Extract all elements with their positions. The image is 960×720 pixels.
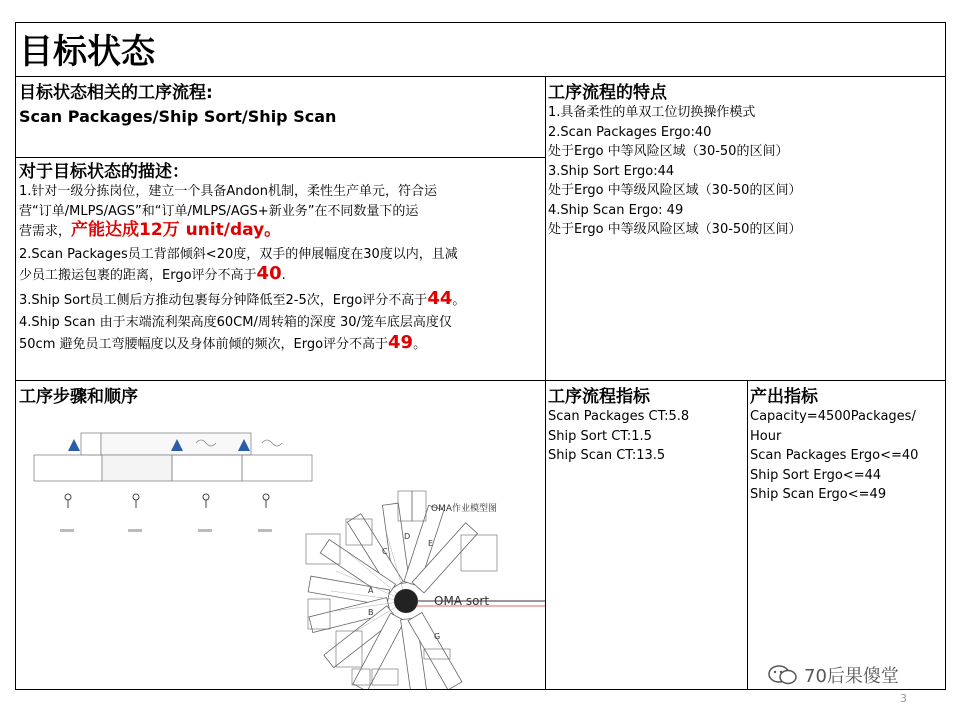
description-cell xyxy=(15,157,546,381)
metrics-cell xyxy=(545,380,748,690)
description-item-3: 3.Ship Sort员工侧后方推动包裹每分钟降低至2-5次，Ergo评分不高于44。 xyxy=(19,287,466,309)
page-title: 目标状态 xyxy=(19,32,155,72)
output-list: Capacity=4500Packages/ Hour Scan Packages Ergo<=40 Ship Sort Ergo<=44 Ship Scan Ergo<=49 xyxy=(750,409,919,502)
page-number: 3 xyxy=(900,692,907,705)
features-list: 1.具备柔性的单双工位切换操作模式 2.Scan Packages Ergo:40 处于Ergo 中等风险区域（30-50的区间） 3.Ship Sort Ergo:44 处于Ergo 中等级风险区域（30-50的区间） 4.Ship Scan Ergo: 49 处于Ergo 中等级风险区域（30-50的区间） xyxy=(548,105,802,237)
worker-icons xyxy=(65,494,269,508)
watermark xyxy=(768,662,899,688)
zone-label-e: E xyxy=(428,539,434,548)
zone-label-d: D xyxy=(404,532,411,541)
warning-icon xyxy=(68,439,80,451)
metrics-heading: 工序流程指标 xyxy=(548,387,650,407)
oma-layout xyxy=(308,503,545,689)
description-item-1: 1.针对一级分拣岗位，建立一个具备Andon机制，柔性生产单元，符合运 营“订单/MLPS/AGS”和“订单/MLPS/AGS+新业务”在不同数量下的运 营需求，产能达成12万 unit/day。 xyxy=(19,184,437,240)
steps-cell xyxy=(15,380,546,690)
process-flow-heading: 目标状态相关的工序流程: xyxy=(19,83,213,103)
oma-center xyxy=(394,589,418,613)
worker-icon xyxy=(133,494,139,500)
watermark-text: 70后果傻堂 xyxy=(804,666,899,687)
ergo-score-49: 49 xyxy=(388,331,414,353)
process-flow-cell xyxy=(15,76,546,158)
features-cell xyxy=(545,76,946,381)
process-flow-subtitle: Scan Packages/Ship Sort/Ship Scan xyxy=(19,107,337,126)
station-strip xyxy=(34,433,312,481)
description-heading: 对于目标状态的描述： xyxy=(19,162,189,182)
oma-diagram-title: OMA作业模型图 xyxy=(431,504,498,514)
output-cell xyxy=(747,380,946,690)
worker-icon xyxy=(203,494,209,500)
oma-sort-label: OMA sort xyxy=(434,594,490,608)
zone-label-a: A xyxy=(368,586,374,595)
features-heading: 工序流程的特点 xyxy=(548,83,667,103)
zone-label-g: G xyxy=(434,632,441,641)
output-heading: 产出指标 xyxy=(750,387,818,407)
description-item-4: 4.Ship Scan 由于末端流利架高度60CM/周转箱的深度 30/笼车底层高度仅 50cm 避免员工弯腰幅度以及身体前倾的频次，Ergo评分不高于49。 xyxy=(19,315,452,353)
worker-icon xyxy=(65,494,71,500)
ergo-score-44: 44 xyxy=(427,287,453,309)
description-item-2: 2.Scan Packages员工背部倾斜<20度，双手的伸展幅度在30度以内，且减 少员工搬运包裹的距离，Ergo评分不高于40. xyxy=(19,246,458,284)
worker-icon xyxy=(263,494,269,500)
zone-label-c: C xyxy=(382,547,388,556)
wechat-icon xyxy=(768,664,798,686)
ergo-score-40: 40 xyxy=(256,263,282,284)
process-diagram xyxy=(16,409,545,689)
metrics-list: Scan Packages CT:5.8 Ship Sort CT:1.5 Ship Scan CT:13.5 xyxy=(548,409,690,463)
steps-heading: 工序步骤和顺序 xyxy=(19,387,138,407)
capacity-target: 产能达成12万 unit/day。 xyxy=(71,220,282,240)
zone-label-b: B xyxy=(368,608,374,617)
title-cell xyxy=(15,22,946,77)
